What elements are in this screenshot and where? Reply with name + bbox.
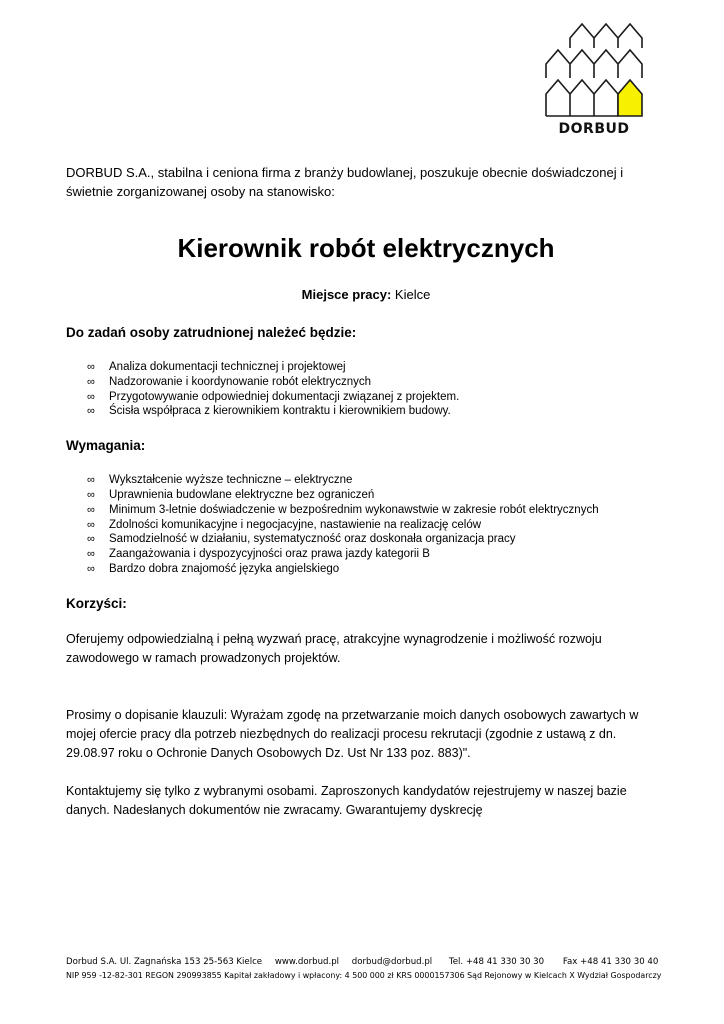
list-item: ∞ Zdolności komunikacyjne i negocjacyjne, nastawienie na realizację celów	[87, 518, 482, 531]
duties-heading: Do zadań osoby zatrudnionej należeć będzie:	[66, 325, 357, 340]
bullet-icon: ∞	[87, 390, 95, 403]
work-location-value: Kielce	[394, 287, 431, 302]
bullet-icon: ∞	[87, 503, 95, 516]
bullet-icon: ∞	[87, 548, 95, 561]
bullet-icon: ∞	[87, 518, 95, 531]
footer-contact-line	[66, 956, 666, 968]
work-location-label: Miejsce pracy:	[301, 287, 392, 302]
logo-wordmark: DORBUD	[558, 121, 630, 137]
list-item: ∞ Nadzorowanie i koordynowanie robót elektrycznych	[87, 375, 372, 388]
bullet-icon: ∞	[87, 533, 95, 546]
bullet-icon: ∞	[87, 474, 95, 487]
gdpr-clause-paragraph: Prosimy o dopisanie klauzuli: Wyrażam zgodę na przetwarzanie moich danych osobowych zawartych w mojej ofercie pracy dla potrzeb niezbędnych do realizacji procesu rekrutacji (zgodnie z ustawą z dn. 29.08.97 roku o Ochronie Danych Osobowych Dz. Ust Nr 133 poz. 883)".	[66, 707, 639, 760]
footer-email: dorbud@dorbud.pl	[351, 957, 433, 967]
bullet-icon: ∞	[87, 562, 95, 575]
bullet-icon: ∞	[87, 488, 95, 501]
footer-website: www.dorbud.pl	[274, 957, 340, 967]
footer-registry: NIP 959 -12-82-301 REGON 290993855 Kapitał zakładowy i wpłacony: 4 500 000 zł KRS 0000157306 Sąd Rejonowy w Kielcach X Wydział Gospodarczy	[66, 971, 662, 980]
duties-list	[66, 360, 666, 419]
list-item: ∞ Zaangażowania i dyspozycyjności oraz prawa jazdy kategorii B	[87, 548, 430, 561]
footer-address: Dorbud S.A. Ul. Zagnańska 153 25-563 Kielce	[66, 957, 263, 967]
list-item: ∞ Samodzielność w działaniu, systematyczność oraz doskonała organizacja pracy	[87, 533, 516, 546]
company-logo	[542, 20, 646, 138]
houses-logo-graphic	[542, 20, 646, 120]
list-item: ∞ Analiza dokumentacji technicznej i projektowej	[87, 361, 346, 373]
job-posting	[66, 163, 666, 820]
bullet-icon: ∞	[87, 375, 95, 388]
list-item: ∞ Ścisła współpraca z kierownikiem kontraktu i kierownikiem budowy.	[87, 405, 451, 418]
list-item: ∞ Wykształcenie wyższe techniczne – elektryczne	[87, 474, 353, 487]
page-footer	[66, 956, 666, 982]
list-item: ∞ Bardzo dobra znajomość języka angielskiego	[87, 562, 340, 575]
list-item: ∞ Minimum 3-letnie doświadczenie w bezpośrednim wykonawstwie w zakresie robót elektrycznych	[87, 503, 599, 516]
contact-paragraph: Kontaktujemy się tylko z wybranymi osobami. Zaproszonych kandydatów rejestrujemy w naszej bazie danych. Nadesłanych dokumentów nie zwracamy. Gwarantujemy dyskrecję	[66, 783, 627, 817]
footer-phone: Tel. +48 41 330 30 30	[448, 957, 545, 967]
list-item: ∞ Uprawnienia budowlane elektryczne bez ograniczeń	[87, 488, 375, 501]
job-title: Kierownik robót elektrycznych	[177, 233, 555, 263]
requirements-list	[66, 473, 666, 577]
work-location	[66, 286, 666, 304]
intro-paragraph: DORBUD S.A., stabilna i ceniona firma z branży budowlanej, poszukuje obecnie doświadczonej i świetnie zorganizowanej osoby na stanowisko:	[66, 165, 624, 199]
bullet-icon: ∞	[87, 405, 95, 418]
requirements-heading: Wymagania:	[66, 438, 146, 454]
benefits-heading: Korzyści:	[66, 595, 127, 611]
benefits-paragraph: Oferujemy odpowiedzialną i pełną wyzwań pracę, atrakcyjne wynagrodzenie i możliwość rozwoju zawodowego w ramach prowadzonych projektów.	[66, 631, 602, 665]
bullet-icon: ∞	[87, 361, 95, 373]
list-item: ∞ Przygotowywanie odpowiedniej dokumentacji związanej z projektem.	[87, 390, 460, 403]
footer-fax: Fax +48 41 330 30 40	[562, 957, 659, 967]
